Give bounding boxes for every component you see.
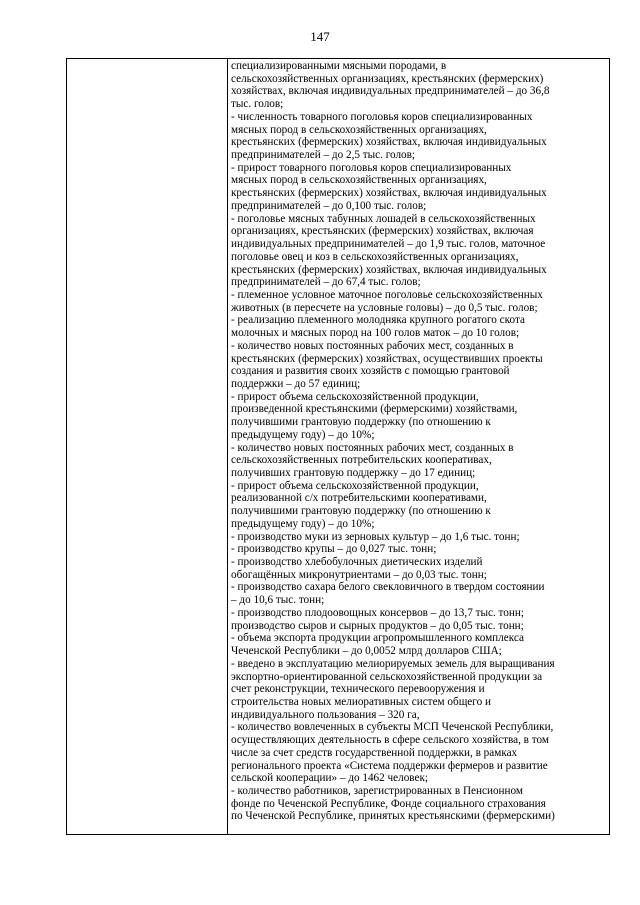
document-table: [66, 58, 610, 835]
text-line: предпринимателей – до 0,100 тыс. голов;: [231, 199, 427, 212]
text-line: специализированными мясными породами, в: [231, 60, 447, 72]
page-number: 147: [310, 29, 330, 44]
text-line: крестьянских (фермерских) хозяйствах, включая индивидуальных: [231, 136, 547, 149]
text-line: - численность товарного поголовья коров специализированных: [231, 110, 533, 123]
text-line: сельскохозяйственных потребительских кооперативах,: [231, 454, 492, 467]
text-line: по Чеченской Республике, принятых крестьянскими (фермерскими): [231, 810, 555, 823]
text-line: создания и развития своих хозяйств с помощью грантовой: [231, 365, 510, 378]
text-line: организациях, крестьянских (фермерских) хозяйствах, включая: [231, 225, 534, 238]
text-line: экспортно-ориентированной сельскохозяйственной продукции за: [231, 670, 543, 683]
text-line: получившими грантовую поддержку (по отношению к: [231, 416, 491, 429]
text-line: производство сыров и сырных продуктов – до 0,05 тыс. тонн;: [231, 619, 524, 632]
text-line: индивидуальных предпринимателей – до 1,9 тыс. голов, маточное: [231, 238, 546, 251]
text-line: произведенной крестьянскими (фермерскими) хозяйствами,: [231, 403, 518, 416]
text-line: тыс. голов;: [231, 98, 284, 111]
text-line: - производство сахара белого свекловичного в твердом состоянии: [231, 581, 545, 594]
text-line: мясных пород в сельскохозяйственных организациях,: [231, 123, 487, 136]
text-line: обогащённых микронутриентами – до 0,03 тыс. тонн;: [231, 568, 487, 581]
text-line: - количество новых постоянных рабочих мест, созданных в: [231, 339, 514, 352]
text-line: предпринимателей – до 2,5 тыс. голов;: [231, 149, 416, 162]
text-line: сельскохозяйственных организациях, крестьянских (фермерских): [231, 72, 544, 85]
text-line: - реализацию племенного молодняка крупного рогатого скота: [231, 314, 525, 327]
text-line: крестьянских (фермерских) хозяйствах, включая индивидуальных: [231, 263, 547, 276]
text-line: молочных и мясных пород на 100 голов маток – до 10 голов;: [231, 327, 520, 340]
text-line: получивших грантовую поддержку – до 17 единиц;: [231, 467, 476, 479]
text-line: - производство хлебобулочных диетических изделий: [231, 556, 483, 569]
text-line: хозяйствах, включая индивидуальных предпринимателей – до 36,8: [231, 85, 550, 98]
text-line: - количество вовлеченных в субъекты МСП Чеченской Республики,: [231, 721, 554, 734]
text-line: – до 10,6 тыс. тонн;: [231, 594, 325, 607]
text-line: регионального проекта «Система поддержки фермеров и развитие: [231, 759, 548, 772]
text-line: счет реконструкции, технического перевооружения и: [231, 683, 485, 696]
text-line: - производство плодоовощных консервов – до 13,7 тыс. тонн;: [231, 606, 524, 619]
text-line: - количество работников, зарегистрированных в Пенсионном: [231, 784, 523, 797]
text-line: крестьянских (фермерских) хозяйствах, включая индивидуальных: [231, 187, 547, 200]
text-line: Чеченской Республики – до 0,0052 млрд долларов США;: [231, 645, 502, 658]
text-line: - поголовье мясных табунных лошадей в сельскохозяйственных: [231, 212, 536, 225]
text-line: строительства новых мелиоративных систем общего и: [231, 695, 491, 708]
text-line: предпринимателей – до 67,4 тыс. голов;: [231, 276, 421, 289]
text-line: предыдущему году) – до 10%;: [231, 517, 375, 530]
text-line: крестьянских (фермерских) хозяйствах, осуществивших проекты: [231, 352, 543, 365]
text-line: - объема экспорта продукции агропромышленного комплекса: [231, 632, 524, 645]
text-line: фонде по Чеченской Республике, Фонде социального страхования: [231, 797, 546, 810]
text-line: получившими грантовую поддержку (по отношению к: [231, 505, 491, 518]
text-line: сельской кооперации» – до 1462 человек;: [231, 772, 429, 785]
text-line: - производство муки из зерновых культур – до 1,6 тыс. тонн;: [231, 530, 520, 543]
text-line: - прирост объема сельскохозяйственной продукции,: [231, 390, 479, 403]
text-line: поддержки – до 57 единиц;: [231, 377, 361, 390]
text-line: осуществляющих деятельность в сфере сельского хозяйства, в том: [231, 734, 549, 747]
text-line: - прирост товарного поголовья коров специализированных: [231, 161, 512, 174]
text-line: индивидуального пользования – 320 га,: [231, 708, 420, 721]
text-line: - введено в эксплуатацию мелиорируемых земель для выращивания: [231, 657, 555, 670]
text-line: числе за счет средств государственной поддержки, в рамках: [231, 746, 518, 759]
text-line: - племенное условное маточное поголовье сельскохозяйственных: [231, 288, 543, 301]
text-line: поголовье овец и коз в сельскохозяйственных организациях,: [231, 250, 519, 263]
text-line: реализованной с/х потребительскими кооперативами,: [231, 492, 487, 505]
content-cell: [228, 59, 609, 834]
text-line: - прирост объема сельскохозяйственной продукции,: [231, 479, 479, 492]
text-line: предыдущему году) – до 10%;: [231, 428, 375, 441]
text-line: - количество новых постоянных рабочих мест, созданных в: [231, 441, 514, 454]
text-line: мясных пород в сельскохозяйственных организациях,: [231, 174, 487, 187]
text-line: животных (в пересчете на условные головы) – до 0,5 тыс. голов;: [231, 301, 538, 314]
text-line: - производство крупы – до 0,027 тыс. тонн;: [231, 543, 437, 556]
